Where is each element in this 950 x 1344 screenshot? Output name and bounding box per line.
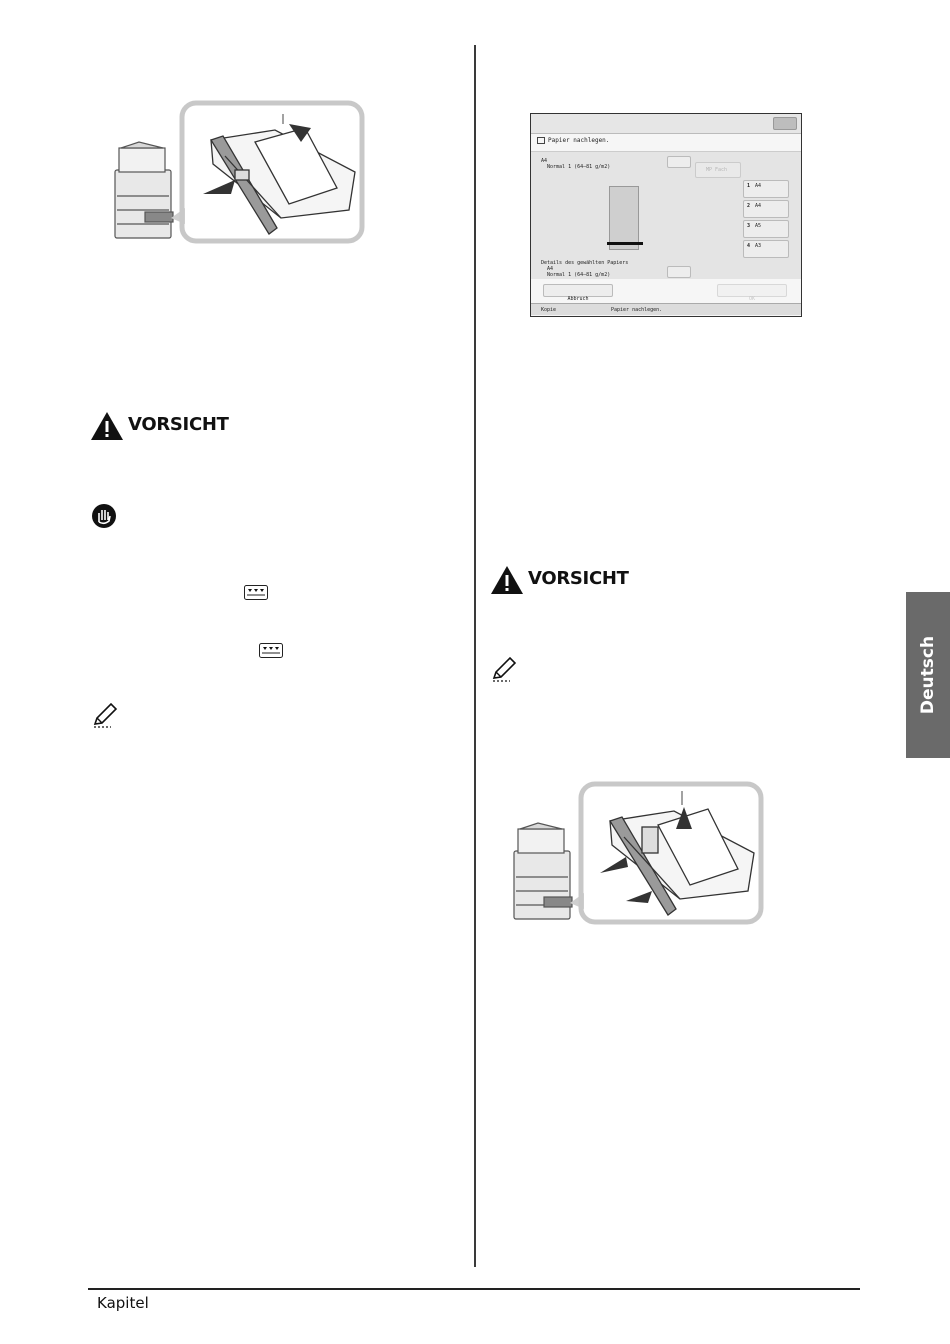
guide-adjust-illustration (508, 781, 766, 925)
copier-illustration (115, 142, 173, 238)
language-tab-label: Deutsch (918, 635, 939, 715)
screen-title-bar (531, 114, 801, 134)
push-arrow-icon (203, 180, 235, 194)
squeeze-arrow-icon (626, 891, 652, 903)
paper-tray-icon (244, 585, 268, 600)
ok-button[interactable]: OK (717, 284, 787, 297)
drawer-button-1[interactable]: 1 A4 (743, 180, 789, 198)
machine-graphic (609, 186, 639, 250)
screen-close-button[interactable] (773, 117, 797, 130)
cancel-button[interactable]: Abbruch (543, 284, 613, 297)
drawer-load-illustration (105, 100, 367, 246)
status-message: Papier nachlegen. (611, 307, 663, 313)
language-tab (906, 592, 950, 758)
pencil-note-icon (91, 702, 119, 728)
footer-chapter-label: Kapitel (97, 1294, 149, 1312)
caution-label-right: VORSICHT (528, 568, 629, 589)
pull-arrow-icon (600, 857, 628, 873)
pencil-note-icon (490, 656, 518, 682)
copier-illustration (514, 823, 572, 919)
warning-triangle-icon (89, 410, 125, 442)
details-label: Details des gewählten Papiers (541, 260, 629, 266)
drawer-button-2[interactable]: 2 A4 (743, 200, 789, 218)
paper-select-button[interactable] (667, 156, 691, 168)
screen-status-bar (531, 303, 801, 315)
column-divider (474, 45, 476, 1267)
paper-tray-icon (259, 643, 283, 658)
paper-drawer (211, 128, 355, 234)
screen-body (531, 151, 801, 279)
paper-add-icon (537, 137, 545, 144)
status-app: Kopie (541, 307, 557, 313)
touch-panel-screen (530, 113, 802, 317)
detail-paper-size: A4 (547, 266, 554, 272)
current-paper-type: Normal 1 (64–81 g/m2) (547, 164, 611, 170)
drawer-button-3[interactable]: 3 A5 (743, 220, 789, 238)
detail-settings-button[interactable] (667, 266, 691, 278)
caution-label-left: VORSICHT (128, 414, 229, 435)
screen-actions (531, 282, 801, 300)
current-paper-size: A4 (541, 158, 548, 164)
mp-tray-button[interactable]: MP Fach (695, 162, 741, 178)
screen-message: Papier nachlegen. (537, 137, 609, 144)
drawer-button-4[interactable]: 4 A3 (743, 240, 789, 258)
detail-paper-type: Normal 1 (64–81 g/m2) (547, 272, 611, 278)
warning-triangle-icon (489, 564, 525, 596)
stop-hand-icon (91, 503, 117, 529)
footer-rule (88, 1288, 860, 1290)
